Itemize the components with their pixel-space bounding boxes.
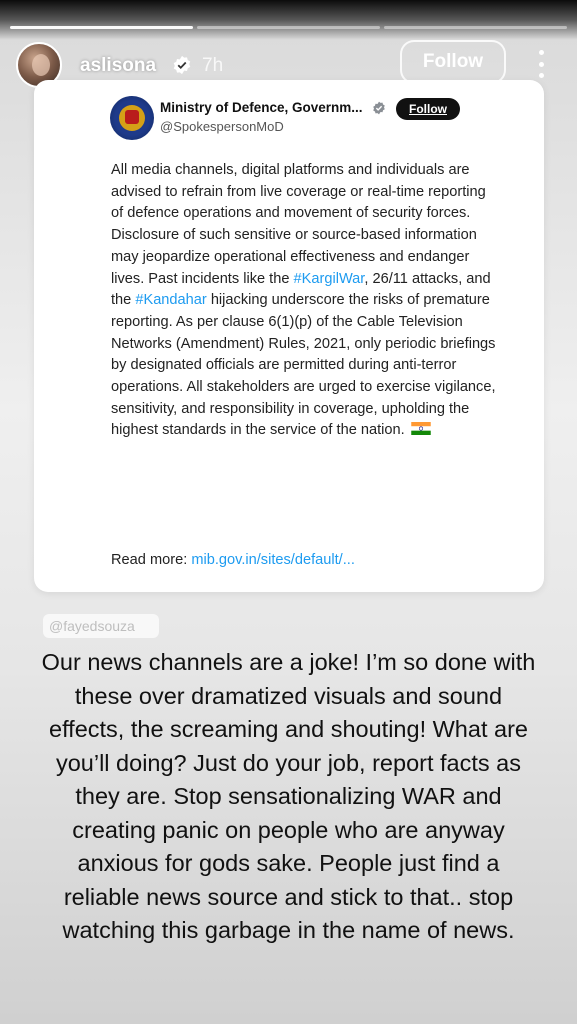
read-more-line	[111, 552, 355, 568]
story-progress-segment	[10, 26, 193, 29]
tweet-text-part: , 26/11 attacks, and the	[111, 270, 491, 309]
tweet-follow-button[interactable]: Follow	[396, 98, 460, 120]
story-progress-segment	[197, 26, 380, 29]
story-username[interactable]: aslisona	[80, 55, 157, 76]
story-timestamp: 7h	[202, 55, 224, 76]
tweet-text-part: All media channels, digital platforms and individuals are advised to refrain from live coverage or real-time reporting of defence operations and movement of security forces. Disclosure of such sensitive or source-based information may jeopardize operational effectiveness and endanger lives. Past incidents like the	[111, 162, 486, 287]
india-flag-icon	[411, 422, 431, 435]
story-progress-bar	[10, 26, 567, 29]
tweet-account-name[interactable]: Ministry of Defence, Governm...	[160, 100, 363, 115]
follow-button[interactable]: Follow	[400, 40, 506, 84]
read-more-label: Read more:	[111, 552, 192, 568]
story-caption-text: Our news channels are a joke! I’m so done with these over dramatized visuals and sound effects, the screaming and shouting! What are you’ll doing? Just do your job, report facts as they are. Stop sensationalizing WAR and creating panic on people who are anyway anxious for gods sake. People just find a reliable news source and stick to that.. stop watching this garbage in the name of news.	[41, 649, 536, 943]
tweet-body	[111, 160, 501, 442]
mention-sticker[interactable]: @fayedsouza	[43, 614, 159, 638]
tweet-text-part: hijacking underscore the risks of premature reporting. As per clause 6(1)(p) of the Cable Television Networks (Amendment) Rules, 2021, only periodic briefings by designated officials are permitted during anti-terror operations. All stakeholders are urged to exercise vigilance, sensitivity, and responsibility in coverage, upholding the highest standards in the service of the nation.	[111, 292, 496, 439]
verified-badge-icon	[172, 55, 192, 75]
tweet-handle: @SpokespersonMoD	[160, 119, 284, 134]
shared-tweet-card[interactable]	[34, 80, 544, 592]
read-more-link[interactable]: mib.gov.in/sites/default/...	[191, 552, 355, 568]
ministry-emblem-avatar	[110, 96, 154, 140]
gray-verified-icon	[372, 101, 386, 115]
story-progress-segment	[384, 26, 567, 29]
story-top-gradient	[0, 0, 577, 40]
more-options-icon[interactable]	[534, 50, 548, 78]
hashtag-kargilwar[interactable]: #KargilWar	[293, 270, 365, 287]
hashtag-kandahar[interactable]: #Kandahar	[135, 292, 207, 309]
